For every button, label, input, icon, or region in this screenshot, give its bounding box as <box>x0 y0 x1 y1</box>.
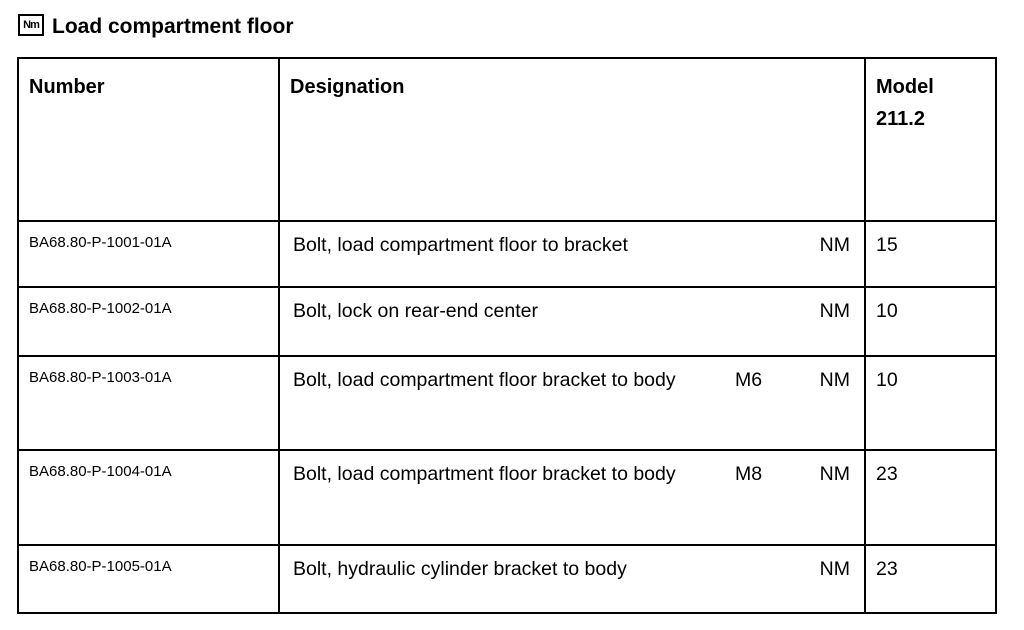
section-title: Load compartment floor <box>52 15 294 38</box>
row-designation-cell <box>279 450 865 545</box>
torque-specification-table <box>17 57 997 614</box>
row-thread-size: M8 <box>735 463 763 485</box>
row-unit: NM <box>819 558 850 580</box>
row-number: BA68.80-P-1003-01A <box>18 356 279 450</box>
row-number: BA68.80-P-1001-01A <box>18 221 279 287</box>
row-number: BA68.80-P-1004-01A <box>18 450 279 545</box>
table-row <box>18 450 996 545</box>
column-header-model <box>865 58 996 221</box>
row-unit: NM <box>819 369 850 391</box>
row-number: BA68.80-P-1005-01A <box>18 545 279 613</box>
row-value: 23 <box>865 450 996 545</box>
row-designation-cell <box>279 221 865 287</box>
section-header <box>18 14 294 40</box>
table-row <box>18 287 996 356</box>
row-designation-cell <box>279 356 865 450</box>
row-unit: NM <box>819 463 850 485</box>
row-designation: Bolt, lock on rear-end center <box>293 300 538 322</box>
column-header-number: Number <box>18 58 279 221</box>
column-header-model-code: 211.2 <box>876 108 925 130</box>
row-value: 10 <box>865 287 996 356</box>
row-designation: Bolt, load compartment floor bracket to body <box>293 463 676 485</box>
table-row <box>18 356 996 450</box>
column-header-designation: Designation <box>279 58 865 221</box>
row-number: BA68.80-P-1002-01A <box>18 287 279 356</box>
table-row <box>18 545 996 613</box>
row-designation-cell <box>279 545 865 613</box>
torque-nm-icon: Nm <box>18 14 44 36</box>
row-designation: Bolt, load compartment floor bracket to body <box>293 369 676 391</box>
row-thread-size: M6 <box>735 369 763 391</box>
row-designation: Bolt, load compartment floor to bracket <box>293 234 628 256</box>
row-value: 10 <box>865 356 996 450</box>
table-row <box>18 221 996 287</box>
row-unit: NM <box>819 234 850 256</box>
table-header-row <box>18 58 996 221</box>
row-designation: Bolt, hydraulic cylinder bracket to body <box>293 558 627 580</box>
row-value: 15 <box>865 221 996 287</box>
row-unit: NM <box>819 300 850 322</box>
column-header-model-label: Model <box>876 76 934 98</box>
row-designation-cell <box>279 287 865 356</box>
row-value: 23 <box>865 545 996 613</box>
